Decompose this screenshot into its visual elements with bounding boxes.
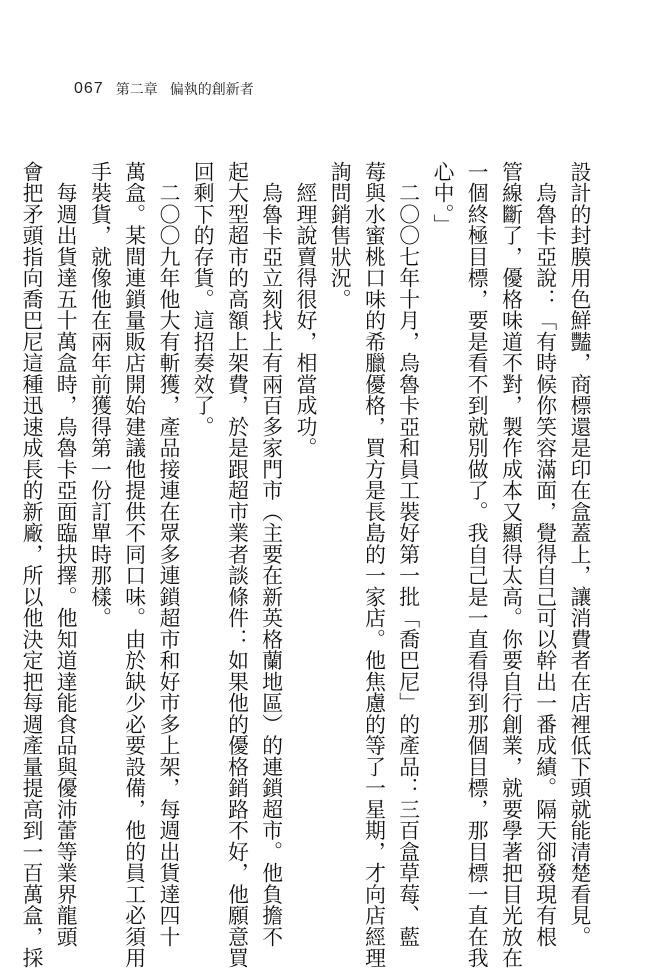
- text-column-5: 心中。」: [430, 161, 454, 236]
- text-column-4: 一個終極目標，要是看不到就別做了。我自己是一直看得到那個目標，那目標一直在我: [464, 161, 489, 969]
- text-column-9: 經理說賣得很好，相當成功。: [293, 161, 317, 459]
- text-column-11: 起大型超市的高額上架費，於是跟超市業者談條件：如果他的優格銷路不好，他願意買: [224, 161, 249, 969]
- text-column-12: 回剩下的存貨。這招奏效了。: [190, 161, 215, 438]
- text-column-10: 烏魯卡亞立刻找上有兩百多家門市（主要在新英格蘭地區）的連鎖超市。他負擔不: [258, 161, 283, 948]
- text-column-16: 每週出貨達五十萬盒時，烏魯卡亞面臨抉擇。他知道達能食品與優沛蕾等業界龍頭: [53, 161, 78, 948]
- chapter-label: 第二章: [115, 82, 158, 98]
- text-column-3: 管線斷了，優格味道不對，製作成本又顯得太高。你要自行創業，就要學著把目光放在: [498, 161, 523, 969]
- text-column-2: 烏魯卡亞說：「有時候你笑容滿面，覺得自己可以幹出一番成績。隔天卻發現有根: [532, 161, 557, 948]
- text-column-17: 會把矛頭指向喬巴尼這種迅速成長的新廠，所以他決定把每週產量提高到一百萬盒，採: [19, 161, 43, 969]
- text-column-13: 二〇〇九年他大有斬獲，產品接連在眾多連鎖超市和好市多上架，每週出貨達四十: [156, 161, 180, 948]
- page-number: 067: [74, 80, 104, 97]
- text-column-6: 二〇〇七年十月，烏魯卡亞和員工裝好第一批「喬巴尼」的產品：三百盒草莓、藍: [395, 161, 420, 948]
- running-head: [74, 78, 254, 100]
- chapter-title: 偏執的創新者: [169, 82, 254, 98]
- text-column-15: 手裝貨，就像他在兩年前獲得第一份訂單時那樣。: [87, 161, 112, 629]
- text-column-7: 莓與水蜜桃口味的希臘優格，買方是長島的一家店。他焦慮的等了一星期，才向店經理: [361, 161, 386, 969]
- text-column-8: 詢問銷售狀況。: [327, 161, 352, 310]
- text-column-1: 設計的封膜用色鮮豔，商標還是印在盒蓋上，讓消費者在店裡低下頭就能清楚看見。: [567, 161, 591, 948]
- text-column-14: 萬盒。某間連鎖量販店開始建議他提供不同口味。由於缺少必要設備，他的員工必須用: [121, 161, 146, 969]
